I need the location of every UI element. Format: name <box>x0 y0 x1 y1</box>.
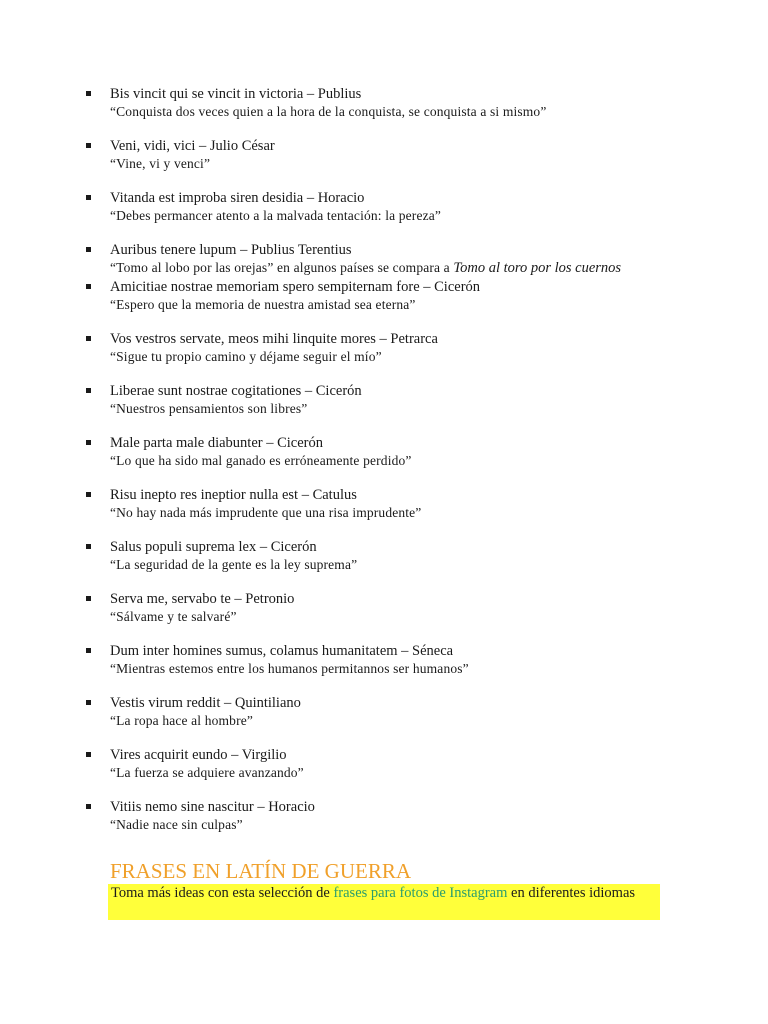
latin-phrase: Vitanda est improba siren desidia – Horacio <box>110 190 365 206</box>
spanish-translation: “La seguridad de la gente es la ley suprema” <box>110 557 358 572</box>
spanish-translation: “Espero que la memoria de nuestra amistad sea eterna” <box>110 297 416 312</box>
translation-italic-text: Tomo al toro por los cuernos <box>453 260 622 276</box>
spanish-translation: “Lo que ha sido mal ganado es erróneamente perdido” <box>110 453 412 468</box>
spanish-translation: “No hay nada más imprudente que una risa imprudente” <box>110 505 422 520</box>
spanish-translation: “Nadie nace sin culpas” <box>110 817 243 832</box>
translation-text: “Tomo al lobo por las orejas” en algunos países se compara a <box>110 260 454 275</box>
square-bullet-icon <box>86 700 91 705</box>
quote-item <box>86 242 686 277</box>
quote-item <box>86 331 686 365</box>
spanish-translation: “Nuestros pensamientos son libres” <box>110 401 308 416</box>
latin-phrase: Liberae sunt nostrae cogitationes – Cicerón <box>110 383 362 399</box>
note-text: Toma más ideas con esta selección de <box>111 885 334 901</box>
square-bullet-icon <box>86 91 91 96</box>
latin-phrase: Serva me, servabo te – Petronio <box>110 591 295 607</box>
spanish-translation: “Mientras estemos entre los humanos permitannos ser humanos” <box>110 661 469 676</box>
quote-item <box>86 435 686 469</box>
spanish-translation: “La fuerza se adquiere avanzando” <box>110 765 304 780</box>
quote-item <box>86 591 686 625</box>
square-bullet-icon <box>86 544 91 549</box>
section-heading: FRASES EN LATÍN DE GUERRA <box>110 859 412 883</box>
quote-item <box>86 695 686 729</box>
square-bullet-icon <box>86 804 91 809</box>
latin-phrase: Amicitiae nostrae memoriam spero sempiternam fore – Cicerón <box>110 279 481 295</box>
quote-item <box>86 643 686 677</box>
quote-item <box>86 86 686 120</box>
latin-phrase: Vestis virum reddit – Quintiliano <box>110 695 301 711</box>
quote-item <box>86 487 686 521</box>
spanish-translation <box>110 259 686 277</box>
square-bullet-icon <box>86 143 91 148</box>
quote-item <box>86 799 686 833</box>
latin-phrase: Risu inepto res ineptior nulla est – Catulus <box>110 487 357 503</box>
latin-phrase: Auribus tenere lupum – Publius Terentius <box>110 242 352 258</box>
spanish-translation: “Debes permancer atento a la malvada tentación: la pereza” <box>110 208 442 223</box>
latin-phrase: Veni, vidi, vici – Julio César <box>110 138 275 154</box>
square-bullet-icon <box>86 648 91 653</box>
note-text-end: en diferentes idiomas <box>507 885 636 901</box>
square-bullet-icon <box>86 388 91 393</box>
square-bullet-icon <box>86 492 91 497</box>
latin-phrase: Vos vestros servate, meos mihi linquite mores – Petrarca <box>110 331 438 347</box>
quote-item <box>86 138 686 172</box>
latin-phrase: Salus populi suprema lex – Cicerón <box>110 539 317 555</box>
quote-item <box>86 539 686 573</box>
quote-item <box>86 190 686 224</box>
square-bullet-icon <box>86 247 91 252</box>
spanish-translation: “Conquista dos veces quien a la hora de la conquista, se conquista a si mismo” <box>110 104 547 119</box>
square-bullet-icon <box>86 440 91 445</box>
square-bullet-icon <box>86 195 91 200</box>
highlighted-note <box>108 884 660 920</box>
square-bullet-icon <box>86 596 91 601</box>
latin-phrase: Vires acquirit eundo – Virgilio <box>110 747 287 763</box>
quote-item <box>86 383 686 417</box>
latin-phrase: Vitiis nemo sine nascitur – Horacio <box>110 799 315 815</box>
latin-phrase: Dum inter homines sumus, colamus humanitatem – Séneca <box>110 643 454 659</box>
square-bullet-icon <box>86 284 91 289</box>
latin-quote-list <box>86 86 686 851</box>
spanish-translation: “La ropa hace al hombre” <box>110 713 254 728</box>
latin-phrase: Male parta male diabunter – Cicerón <box>110 435 323 451</box>
spanish-translation: “Sálvame y te salvaré” <box>110 609 237 624</box>
spanish-translation: “Vine, vi y venci” <box>110 156 211 171</box>
latin-phrase: Bis vincit qui se vincit in victoria – Publius <box>110 86 362 102</box>
square-bullet-icon <box>86 752 91 757</box>
quote-item <box>86 279 686 313</box>
spanish-translation: “Sigue tu propio camino y déjame seguir el mío” <box>110 349 382 364</box>
instagram-phrases-link[interactable]: frases para fotos de Instagram <box>333 885 508 901</box>
quote-item <box>86 747 686 781</box>
square-bullet-icon <box>86 336 91 341</box>
